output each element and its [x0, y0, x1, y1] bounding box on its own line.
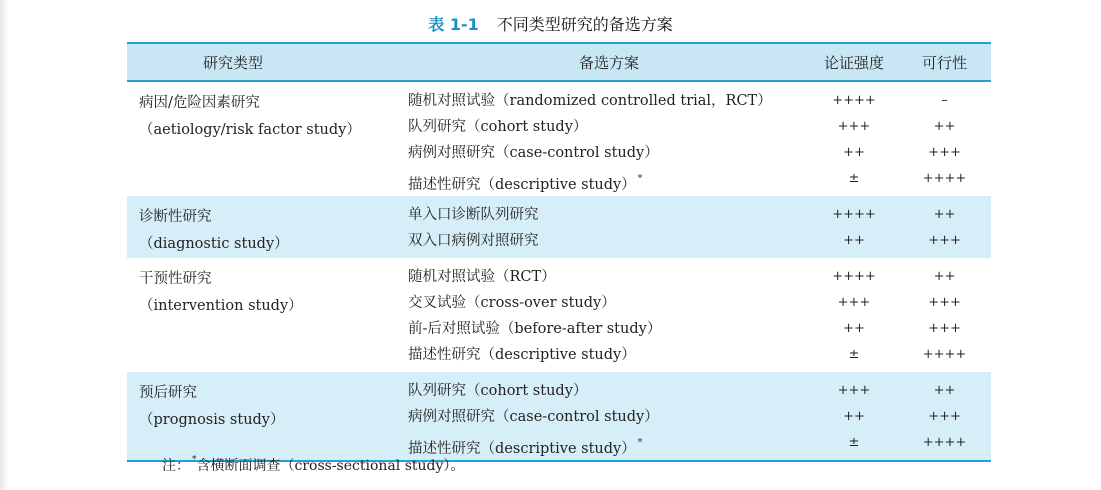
- header-strength: 论证强度: [810, 43, 898, 81]
- feasibility-value: ++: [933, 119, 956, 134]
- footnote-mark: *: [637, 174, 643, 184]
- group-diagnostic: [127, 196, 991, 258]
- plan-item: 描述性研究（descriptive study） *: [408, 438, 643, 457]
- strength-cell: [810, 81, 898, 196]
- table-footnote: [162, 455, 464, 475]
- study-type-en: （intervention study）: [139, 298, 303, 314]
- strength-value: ++++: [832, 269, 876, 284]
- feasibility-cell: [898, 196, 991, 258]
- plan-item: 队列研究（cohort study）: [408, 119, 588, 135]
- study-type-cn: 预后研究: [139, 385, 197, 401]
- plan-item: 描述性研究（descriptive study） *: [408, 174, 643, 193]
- study-type-cell: [127, 81, 408, 196]
- footnote-text: 含横断面调查（cross-sectional study）。: [196, 458, 465, 474]
- table-caption: [0, 12, 1101, 35]
- feasibility-value: ++++: [922, 435, 967, 450]
- strength-value: ++: [843, 321, 865, 336]
- footnote-prefix: 注：: [162, 458, 190, 474]
- strength-value: ++: [843, 409, 865, 424]
- strength-value: ++: [843, 145, 865, 160]
- strength-value: +++: [837, 295, 871, 310]
- study-design-table: [127, 42, 991, 462]
- strength-value: ±: [848, 435, 860, 450]
- plan-item: 病例对照研究（case-control study）: [408, 145, 659, 161]
- plans-cell: [408, 258, 810, 372]
- strength-cell: [810, 258, 898, 372]
- strength-value: ++: [843, 233, 865, 248]
- table-number: 表 1-1: [428, 15, 479, 34]
- plan-item: 前-后对照试验（before-after study）: [408, 321, 662, 337]
- plans-cell: [408, 372, 810, 461]
- group-intervention: [127, 258, 991, 372]
- strength-cell: [810, 372, 898, 461]
- plan-item: 单入口诊断队列研究: [408, 207, 539, 223]
- feasibility-value: +++: [928, 295, 961, 310]
- feasibility-value: ++: [933, 383, 956, 398]
- strength-value: +++: [837, 119, 871, 134]
- feasibility-value: –: [941, 93, 948, 108]
- plans-cell: [408, 81, 810, 196]
- strength-value: ±: [848, 171, 860, 186]
- feasibility-value: ++: [933, 269, 956, 284]
- feasibility-value: ++++: [922, 347, 967, 362]
- feasibility-cell: [898, 372, 991, 461]
- study-type-en: （aetiology/risk factor study）: [139, 122, 361, 138]
- feasibility-value: +++: [928, 321, 961, 336]
- feasibility-value: +++: [928, 145, 961, 160]
- plan-item: 随机对照试验（randomized controlled trial，RCT）: [408, 93, 772, 109]
- study-type-cn: 诊断性研究: [139, 209, 212, 225]
- plan-item: 病例对照研究（case-control study）: [408, 409, 659, 425]
- strength-value: ++++: [832, 93, 876, 108]
- header-feasibility: 可行性: [898, 43, 991, 81]
- strength-cell: [810, 196, 898, 258]
- feasibility-cell: [898, 81, 991, 196]
- study-type-cell: [127, 196, 408, 258]
- group-aetiology: [127, 81, 991, 196]
- strength-value: ++++: [832, 207, 876, 222]
- group-prognosis: [127, 372, 991, 461]
- study-type-en: （diagnostic study）: [139, 236, 289, 252]
- table-row: [127, 196, 991, 258]
- strength-value: ±: [848, 347, 860, 362]
- study-type-cell: [127, 258, 408, 372]
- table-row: [127, 372, 991, 461]
- footnote-mark: *: [192, 455, 197, 465]
- study-type-cell: [127, 372, 408, 461]
- table-row: [127, 258, 991, 372]
- study-type-en: （prognosis study）: [139, 412, 285, 428]
- feasibility-value: +++: [928, 233, 961, 248]
- study-type-cn: 病因/危险因素研究: [139, 95, 260, 111]
- strength-value: +++: [837, 383, 871, 398]
- plan-item: 描述性研究（descriptive study）: [408, 347, 636, 363]
- plans-cell: [408, 196, 810, 258]
- feasibility-value: ++: [933, 207, 956, 222]
- header-study-type: 研究类型: [127, 43, 408, 81]
- footnote-mark: *: [637, 438, 643, 448]
- table-title: 不同类型研究的备选方案: [496, 15, 673, 34]
- plan-item: 交叉试验（cross-over study）: [408, 295, 616, 311]
- feasibility-cell: [898, 258, 991, 372]
- feasibility-value: +++: [928, 409, 961, 424]
- plan-item: 队列研究（cohort study）: [408, 383, 588, 399]
- table-row: [127, 81, 991, 196]
- page-edge-shadow: [0, 0, 8, 490]
- header-options: 备选方案: [408, 43, 810, 81]
- study-type-cn: 干预性研究: [139, 271, 212, 287]
- plan-item: 双入口病例对照研究: [408, 233, 539, 249]
- plan-item: 随机对照试验（RCT）: [408, 269, 556, 285]
- feasibility-value: ++++: [922, 171, 967, 186]
- header-row: [127, 43, 991, 81]
